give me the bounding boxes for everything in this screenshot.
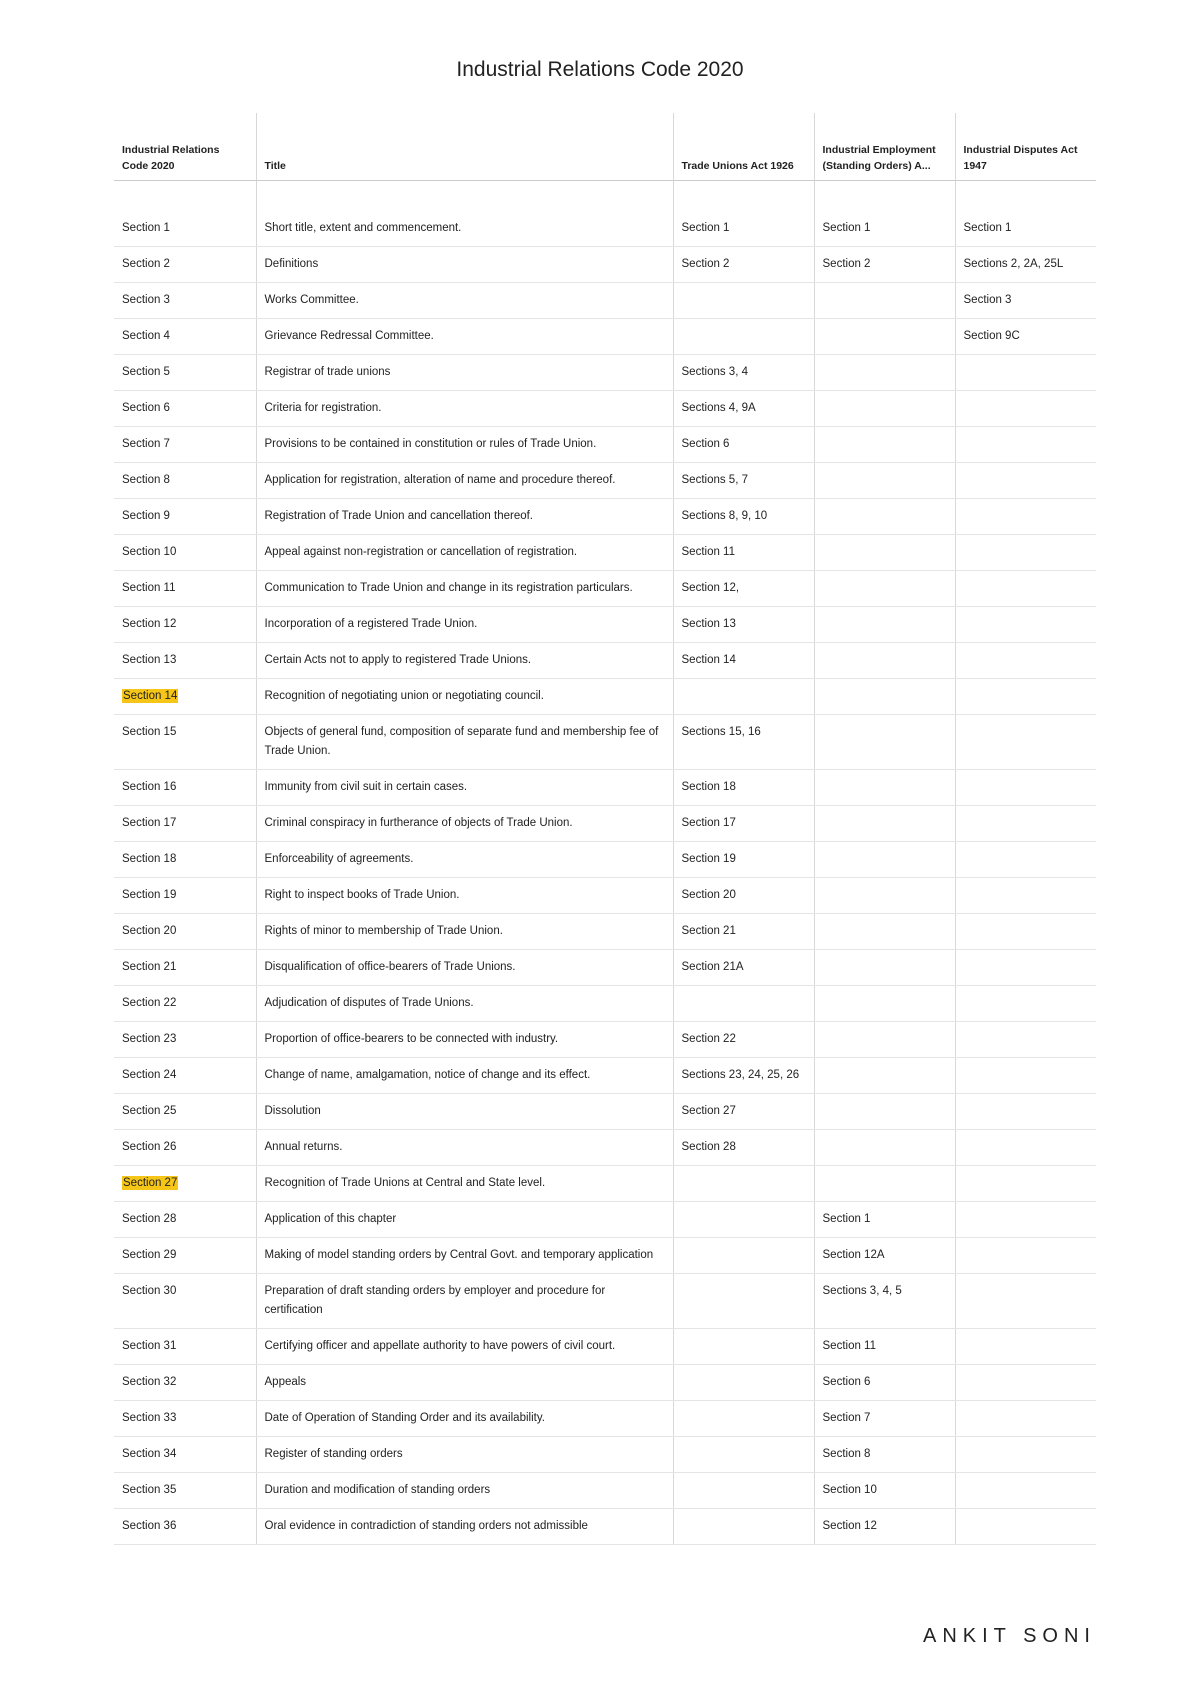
- cell-section: Section 17: [114, 806, 256, 842]
- cell-trade-unions-act: Section 6: [673, 427, 814, 463]
- cell-industrial-disputes-act: [955, 1509, 1096, 1545]
- table-row: [114, 499, 1096, 535]
- cell-title: Preparation of draft standing orders by employer and procedure for certification: [256, 1274, 673, 1329]
- cell-trade-unions-act: Section 1: [673, 211, 814, 247]
- cell-trade-unions-act: Section 12,: [673, 571, 814, 607]
- cell-trade-unions-act: Section 18: [673, 770, 814, 806]
- cell-standing-orders-act: [814, 355, 955, 391]
- cell-section: Section 25: [114, 1094, 256, 1130]
- cell-industrial-disputes-act: [955, 1274, 1096, 1329]
- table-row: [114, 878, 1096, 914]
- cell-title: Disqualification of office-bearers of Trade Unions.: [256, 950, 673, 986]
- column-header-trade-unions-act: Trade Unions Act 1926: [673, 113, 814, 181]
- table-row: [114, 914, 1096, 950]
- cell-section: Section 15: [114, 715, 256, 770]
- table-row: [114, 1401, 1096, 1437]
- cell-title: Grievance Redressal Committee.: [256, 319, 673, 355]
- table-row: [114, 1473, 1096, 1509]
- cell-section: Section 8: [114, 463, 256, 499]
- cell-section: Section 19: [114, 878, 256, 914]
- cell-title: Recognition of Trade Unions at Central and State level.: [256, 1166, 673, 1202]
- cell-trade-unions-act: Section 17: [673, 806, 814, 842]
- cell-title: Registration of Trade Union and cancellation thereof.: [256, 499, 673, 535]
- cell-standing-orders-act: [814, 715, 955, 770]
- cell-industrial-disputes-act: [955, 770, 1096, 806]
- cell-standing-orders-act: [814, 391, 955, 427]
- cell-standing-orders-act: [814, 643, 955, 679]
- table-row: [114, 950, 1096, 986]
- cell-section: Section 9: [114, 499, 256, 535]
- cell-section: Section 12: [114, 607, 256, 643]
- cell-standing-orders-act: [814, 607, 955, 643]
- cell-section: Section 34: [114, 1437, 256, 1473]
- cell-industrial-disputes-act: [955, 1202, 1096, 1238]
- table-row: [114, 1202, 1096, 1238]
- cell-industrial-disputes-act: [955, 391, 1096, 427]
- cell-title: Criteria for registration.: [256, 391, 673, 427]
- cell-trade-unions-act: Sections 4, 9A: [673, 391, 814, 427]
- cell-title: Provisions to be contained in constitution or rules of Trade Union.: [256, 427, 673, 463]
- table-row: [114, 1509, 1096, 1545]
- cell-industrial-disputes-act: Section 3: [955, 283, 1096, 319]
- table-row: [114, 211, 1096, 247]
- table-row: [114, 1274, 1096, 1329]
- column-header-code: Industrial Relations Code 2020: [114, 113, 256, 181]
- cell-title: Annual returns.: [256, 1130, 673, 1166]
- cell-section: Section 22: [114, 986, 256, 1022]
- column-header-standing-orders-act: Industrial Employment (Standing Orders) A...: [814, 113, 955, 181]
- cell-trade-unions-act: Section 27: [673, 1094, 814, 1130]
- cell-section: Section 29: [114, 1238, 256, 1274]
- cell-standing-orders-act: [814, 1058, 955, 1094]
- cell-trade-unions-act: [673, 1509, 814, 1545]
- cell-industrial-disputes-act: [955, 715, 1096, 770]
- cell-standing-orders-act: [814, 679, 955, 715]
- cell-trade-unions-act: Section 20: [673, 878, 814, 914]
- cell-trade-unions-act: Section 14: [673, 643, 814, 679]
- cell-title: Adjudication of disputes of Trade Unions.: [256, 986, 673, 1022]
- table-row: [114, 355, 1096, 391]
- cell-trade-unions-act: [673, 986, 814, 1022]
- table-row: [114, 806, 1096, 842]
- cell-trade-unions-act: Sections 3, 4: [673, 355, 814, 391]
- cell-trade-unions-act: [673, 1238, 814, 1274]
- table-row: [114, 1022, 1096, 1058]
- cell-standing-orders-act: Section 8: [814, 1437, 955, 1473]
- cell-section: Section 2: [114, 247, 256, 283]
- cell-title: Works Committee.: [256, 283, 673, 319]
- cell-trade-unions-act: [673, 1437, 814, 1473]
- cell-title: Making of model standing orders by Central Govt. and temporary application: [256, 1238, 673, 1274]
- cell-industrial-disputes-act: [955, 1437, 1096, 1473]
- cell-title: Incorporation of a registered Trade Union.: [256, 607, 673, 643]
- highlighted-section: Section 14: [123, 690, 178, 702]
- cell-standing-orders-act: [814, 427, 955, 463]
- cell-trade-unions-act: [673, 319, 814, 355]
- cell-standing-orders-act: Section 2: [814, 247, 955, 283]
- table-row: [114, 1094, 1096, 1130]
- table-row: [114, 607, 1096, 643]
- cell-industrial-disputes-act: [955, 1329, 1096, 1365]
- cell-industrial-disputes-act: Section 1: [955, 211, 1096, 247]
- cell-industrial-disputes-act: [955, 679, 1096, 715]
- table-row: [114, 1365, 1096, 1401]
- cell-industrial-disputes-act: [955, 643, 1096, 679]
- column-header-industrial-disputes-act: Industrial Disputes Act 1947: [955, 113, 1096, 181]
- cell-section: Section 11: [114, 571, 256, 607]
- cell-section: Section 35: [114, 1473, 256, 1509]
- cell-industrial-disputes-act: [955, 1058, 1096, 1094]
- cell-trade-unions-act: Section 2: [673, 247, 814, 283]
- cell-industrial-disputes-act: [955, 950, 1096, 986]
- cell-standing-orders-act: [814, 770, 955, 806]
- cell-section: Section 10: [114, 535, 256, 571]
- cell-title: Application for registration, alteration of name and procedure thereof.: [256, 463, 673, 499]
- cell-standing-orders-act: [814, 986, 955, 1022]
- cell-standing-orders-act: [814, 1166, 955, 1202]
- comparison-table: [114, 113, 1096, 1545]
- cell-standing-orders-act: [814, 1130, 955, 1166]
- cell-trade-unions-act: [673, 1365, 814, 1401]
- cell-title: Right to inspect books of Trade Union.: [256, 878, 673, 914]
- cell-section: Section 1: [114, 211, 256, 247]
- cell-section: Section 36: [114, 1509, 256, 1545]
- cell-trade-unions-act: [673, 283, 814, 319]
- cell-trade-unions-act: Section 21A: [673, 950, 814, 986]
- table-row: [114, 391, 1096, 427]
- table-row: [114, 679, 1096, 715]
- cell-standing-orders-act: [814, 1022, 955, 1058]
- cell-title: Short title, extent and commencement.: [256, 211, 673, 247]
- cell-industrial-disputes-act: [955, 1401, 1096, 1437]
- author-signature: ANKIT SONI: [923, 1625, 1096, 1647]
- cell-standing-orders-act: [814, 319, 955, 355]
- cell-standing-orders-act: Section 12A: [814, 1238, 955, 1274]
- cell-industrial-disputes-act: [955, 355, 1096, 391]
- cell-title: Register of standing orders: [256, 1437, 673, 1473]
- cell-section: Section 3: [114, 283, 256, 319]
- cell-section: Section 33: [114, 1401, 256, 1437]
- cell-title: Immunity from civil suit in certain cases.: [256, 770, 673, 806]
- cell-standing-orders-act: [814, 499, 955, 535]
- table-body: [114, 181, 1096, 1545]
- table-row: [114, 463, 1096, 499]
- cell-section: Section 24: [114, 1058, 256, 1094]
- table-row: [114, 986, 1096, 1022]
- cell-industrial-disputes-act: [955, 1022, 1096, 1058]
- cell-section: Section 26: [114, 1130, 256, 1166]
- table-row: [114, 1130, 1096, 1166]
- cell-trade-unions-act: Section 13: [673, 607, 814, 643]
- page-title: Industrial Relations Code 2020: [456, 58, 744, 81]
- cell-industrial-disputes-act: Sections 2, 2A, 25L: [955, 247, 1096, 283]
- cell-industrial-disputes-act: Section 9C: [955, 319, 1096, 355]
- column-header-title: Title: [256, 113, 673, 181]
- table-row: [114, 319, 1096, 355]
- cell-trade-unions-act: [673, 1202, 814, 1238]
- cell-title: Recognition of negotiating union or negotiating council.: [256, 679, 673, 715]
- cell-industrial-disputes-act: [955, 463, 1096, 499]
- table-row: [114, 643, 1096, 679]
- cell-title: Application of this chapter: [256, 1202, 673, 1238]
- cell-standing-orders-act: [814, 950, 955, 986]
- cell-industrial-disputes-act: [955, 1094, 1096, 1130]
- cell-section: Section 31: [114, 1329, 256, 1365]
- cell-section: Section 21: [114, 950, 256, 986]
- cell-industrial-disputes-act: [955, 1166, 1096, 1202]
- cell-title: Dissolution: [256, 1094, 673, 1130]
- cell-industrial-disputes-act: [955, 1130, 1096, 1166]
- cell-industrial-disputes-act: [955, 499, 1096, 535]
- table-row: [114, 283, 1096, 319]
- cell-industrial-disputes-act: [955, 1473, 1096, 1509]
- cell-standing-orders-act: [814, 283, 955, 319]
- cell-trade-unions-act: [673, 1166, 814, 1202]
- cell-trade-unions-act: [673, 1329, 814, 1365]
- table-row: [114, 770, 1096, 806]
- cell-section: Section 16: [114, 770, 256, 806]
- cell-standing-orders-act: [814, 806, 955, 842]
- cell-section: Section 28: [114, 1202, 256, 1238]
- cell-title: Oral evidence in contradiction of standing orders not admissible: [256, 1509, 673, 1545]
- cell-standing-orders-act: Sections 3, 4, 5: [814, 1274, 955, 1329]
- cell-industrial-disputes-act: [955, 986, 1096, 1022]
- cell-section: Section 4: [114, 319, 256, 355]
- cell-standing-orders-act: [814, 571, 955, 607]
- cell-standing-orders-act: Section 12: [814, 1509, 955, 1545]
- cell-trade-unions-act: [673, 1401, 814, 1437]
- cell-industrial-disputes-act: [955, 427, 1096, 463]
- cell-trade-unions-act: [673, 679, 814, 715]
- cell-trade-unions-act: Section 21: [673, 914, 814, 950]
- cell-section: Section 32: [114, 1365, 256, 1401]
- cell-title: Registrar of trade unions: [256, 355, 673, 391]
- cell-section: Section 6: [114, 391, 256, 427]
- cell-trade-unions-act: Section 19: [673, 842, 814, 878]
- cell-title: Certifying officer and appellate authority to have powers of civil court.: [256, 1329, 673, 1365]
- cell-title: Date of Operation of Standing Order and its availability.: [256, 1401, 673, 1437]
- cell-section: Section 5: [114, 355, 256, 391]
- cell-title: Rights of minor to membership of Trade Union.: [256, 914, 673, 950]
- cell-industrial-disputes-act: [955, 571, 1096, 607]
- cell-standing-orders-act: [814, 535, 955, 571]
- cell-title: Objects of general fund, composition of separate fund and membership fee of Trade Union.: [256, 715, 673, 770]
- cell-standing-orders-act: [814, 914, 955, 950]
- cell-title: Appeal against non-registration or cancellation of registration.: [256, 535, 673, 571]
- cell-trade-unions-act: Sections 23, 24, 25, 26: [673, 1058, 814, 1094]
- cell-industrial-disputes-act: [955, 1238, 1096, 1274]
- cell-section: Section 20: [114, 914, 256, 950]
- cell-section: [114, 679, 256, 715]
- cell-trade-unions-act: Section 22: [673, 1022, 814, 1058]
- table-row: [114, 247, 1096, 283]
- cell-section: Section 23: [114, 1022, 256, 1058]
- cell-standing-orders-act: [814, 1094, 955, 1130]
- cell-industrial-disputes-act: [955, 806, 1096, 842]
- cell-title: Communication to Trade Union and change in its registration particulars.: [256, 571, 673, 607]
- cell-industrial-disputes-act: [955, 842, 1096, 878]
- cell-title: Duration and modification of standing orders: [256, 1473, 673, 1509]
- cell-trade-unions-act: [673, 1274, 814, 1329]
- cell-title: Enforceability of agreements.: [256, 842, 673, 878]
- cell-standing-orders-act: Section 1: [814, 1202, 955, 1238]
- cell-standing-orders-act: Section 10: [814, 1473, 955, 1509]
- cell-standing-orders-act: [814, 463, 955, 499]
- cell-title: Certain Acts not to apply to registered Trade Unions.: [256, 643, 673, 679]
- cell-trade-unions-act: Sections 15, 16: [673, 715, 814, 770]
- cell-title: Proportion of office-bearers to be connected with industry.: [256, 1022, 673, 1058]
- table-header-row: [114, 113, 1096, 181]
- table-row: [114, 1166, 1096, 1202]
- table-row: [114, 842, 1096, 878]
- cell-section: Section 13: [114, 643, 256, 679]
- cell-section: [114, 1166, 256, 1202]
- cell-title: Definitions: [256, 247, 673, 283]
- cell-title: Appeals: [256, 1365, 673, 1401]
- cell-standing-orders-act: [814, 878, 955, 914]
- table-row: [114, 571, 1096, 607]
- cell-standing-orders-act: Section 1: [814, 211, 955, 247]
- cell-industrial-disputes-act: [955, 535, 1096, 571]
- table-row: [114, 1238, 1096, 1274]
- cell-standing-orders-act: Section 6: [814, 1365, 955, 1401]
- cell-trade-unions-act: [673, 1473, 814, 1509]
- cell-trade-unions-act: Sections 8, 9, 10: [673, 499, 814, 535]
- table-row: [114, 535, 1096, 571]
- cell-title: Criminal conspiracy in furtherance of objects of Trade Union.: [256, 806, 673, 842]
- cell-trade-unions-act: Sections 5, 7: [673, 463, 814, 499]
- cell-section: Section 30: [114, 1274, 256, 1329]
- cell-industrial-disputes-act: [955, 607, 1096, 643]
- cell-standing-orders-act: Section 7: [814, 1401, 955, 1437]
- table-row: [114, 1329, 1096, 1365]
- cell-section: Section 18: [114, 842, 256, 878]
- table-row: [114, 427, 1096, 463]
- highlighted-section: Section 27: [123, 1177, 178, 1189]
- table-row: [114, 715, 1096, 770]
- cell-trade-unions-act: Section 11: [673, 535, 814, 571]
- cell-trade-unions-act: Section 28: [673, 1130, 814, 1166]
- cell-industrial-disputes-act: [955, 878, 1096, 914]
- cell-title: Change of name, amalgamation, notice of change and its effect.: [256, 1058, 673, 1094]
- table-row: [114, 1437, 1096, 1473]
- cell-industrial-disputes-act: [955, 914, 1096, 950]
- cell-standing-orders-act: Section 11: [814, 1329, 955, 1365]
- cell-section: Section 7: [114, 427, 256, 463]
- cell-standing-orders-act: [814, 842, 955, 878]
- header-spacer: [114, 181, 1096, 212]
- table-row: [114, 1058, 1096, 1094]
- cell-industrial-disputes-act: [955, 1365, 1096, 1401]
